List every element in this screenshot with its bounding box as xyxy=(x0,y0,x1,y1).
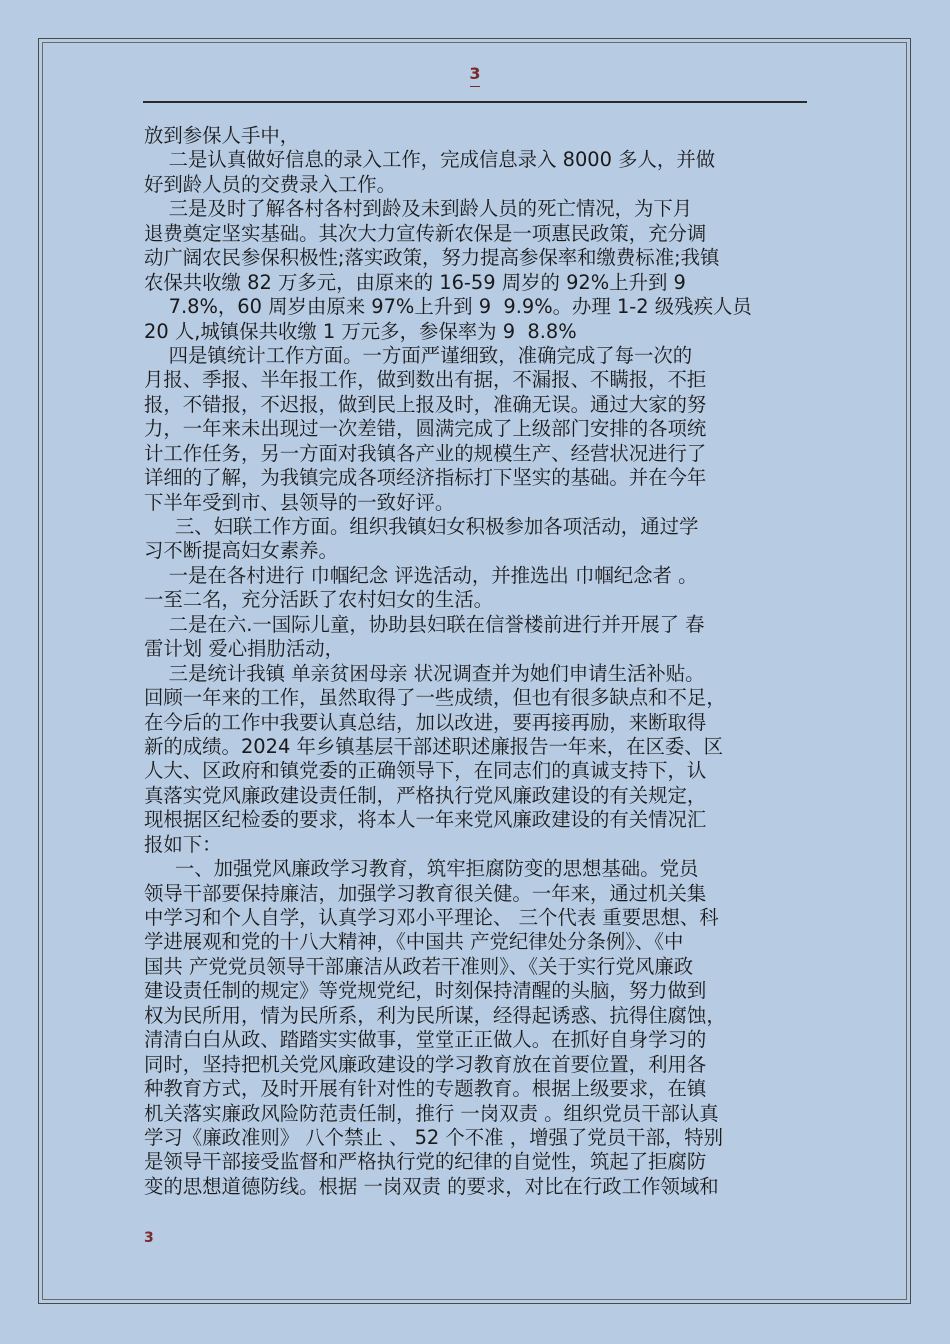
header-number-underline xyxy=(470,86,480,87)
body-line: 计工作任务，另一方面对我镇各产业的规模生产、经营状况进行了 xyxy=(144,441,707,465)
body-line: 一至二名，充分活跃了农村妇女的生活。 xyxy=(144,588,494,612)
body-line: 好到龄人员的交费录入工作。 xyxy=(144,172,397,196)
body-line: 在今后的工作中我要认真总结，加以改进，要再接再励，来断取得 xyxy=(144,710,707,734)
body-line: 是领导干部接受监督和严格执行党的纪律的自觉性，筑起了拒腐防 xyxy=(144,1150,707,1174)
body-line: 二是认真做好信息的录入工作，完成信息录入 8000 多人，并做 xyxy=(144,148,716,172)
body-line: 7.8%，60 周岁由原来 97%上升到 9 9.9%。办理 1-2 级残疾人员 xyxy=(144,295,752,319)
body-line: 力，一年来未出现过一次差错，圆满完成了上级部门安排的各项统 xyxy=(144,417,707,441)
body-line: 回顾一年来的工作，虽然取得了一些成绩，但也有很多缺点和不足， xyxy=(144,686,726,710)
body-line: 建设责任制的规定》等党规党纪，时刻保持清醒的头脑，努力做到 xyxy=(144,979,707,1003)
document-body xyxy=(144,124,808,1199)
body-line: 学习《廉政准则》 八个禁止 、 52 个不准 ，增强了党员干部，特别 xyxy=(144,1125,724,1149)
body-line: 详细的了解，为我镇完成各项经济指标打下坚实的基础。并在今年 xyxy=(144,466,707,490)
body-line: 领导干部要保持廉洁，加强学习教育很关健。一年来，通过机关集 xyxy=(144,881,707,905)
body-line: 国共 产党党员领导干部廉洁从政若干准则》、《关于实行党风廉政 xyxy=(144,954,694,978)
body-line: 报如下： xyxy=(144,832,222,856)
body-line: 一是在各村进行 巾帼纪念 评选活动，并推选出 巾帼纪念者 。 xyxy=(144,563,698,587)
body-line: 二是在六.一国际儿童，协助县妇联在信誉楼前进行并开展了 春 xyxy=(144,612,705,636)
body-line: 人大、区政府和镇党委的正确领导下，在同志们的真诚支持下，认 xyxy=(144,759,707,783)
body-line: 三、妇联工作方面。组织我镇妇女积极参加各项活动，通过学 xyxy=(144,515,699,538)
body-line: 权为民所用，情为民所系，利为民所谋，经得起诱惑、抗得住腐蚀， xyxy=(144,1003,726,1027)
body-line: 同时，坚持把机关党风廉政建设的学习教育放在首要位置，利用各 xyxy=(144,1052,707,1076)
body-line: 新的成绩。2024 年乡镇基层干部述职述廉报告一年来，在区委、区 xyxy=(144,734,724,758)
body-line: 退费奠定坚实基础。其次大力宣传新农保是一项惠民政策，充分调 xyxy=(144,221,707,245)
body-line: 20 人,城镇保共收缴 1 万元多，参保率为 9 8.8% xyxy=(144,319,577,343)
body-line: 三是及时了解各村各村到龄及未到龄人员的死亡情况，为下月 xyxy=(144,197,693,221)
body-line: 种教育方式，及时开展有针对性的专题教育。根据上级要求，在镇 xyxy=(144,1077,707,1101)
body-line: 雷计划 爱心捐肋活动， xyxy=(144,637,345,661)
body-line: 放到参保人手中， xyxy=(144,124,300,147)
body-line: 中学习和个人自学，认真学习邓小平理论、 三个代表 重要思想、科 xyxy=(144,906,719,929)
body-line: 下半年受到市、县领导的一致好评。 xyxy=(144,490,455,514)
body-line: 四是镇统计工作方面。一方面严谨细致，准确完成了每一次的 xyxy=(144,343,693,367)
body-line: 清清白白从政、踏踏实实做事，堂堂正正做人。在抓好自身学习的 xyxy=(144,1028,707,1052)
body-line: 动广阔农民参保积极性;落实政策，努力提高参保率和缴费标准;我镇 xyxy=(144,246,720,270)
body-line: 学进展观和党的十八大精神，《中国共 产党纪律处分条例》、《中 xyxy=(144,930,684,954)
body-line: 变的思想道德防线。根据 一岗双责 的要求，对比在行政工作领域和 xyxy=(144,1174,719,1198)
body-line: 现根据区纪检委的要求，将本人一年来党风廉政建设的有关情况汇 xyxy=(144,808,707,832)
header-rule xyxy=(143,101,807,103)
body-line: 月报、季报、半年报工作，做到数出有据，不漏报、不瞒报，不拒 xyxy=(144,368,707,392)
body-line: 真落实党风廉政建设责任制，严格执行党风廉政建设的有关规定， xyxy=(144,783,707,807)
body-line: 机关落实廉政风险防范责任制，推行 一岗双责 。组织党员干部认真 xyxy=(144,1101,719,1125)
body-line: 三是统计我镇 单亲贫困母亲 状况调查并为她们申请生活补贴。 xyxy=(144,661,705,685)
body-line: 一、加强党风廉政学习教育，筑牢拒腐防变的思想基础。党员 xyxy=(144,857,699,881)
body-line: 农保共收缴 82 万多元，由原来的 16-59 周岁的 92%上升到 9 xyxy=(144,270,686,294)
header-page-number: 3 xyxy=(469,64,481,83)
body-line: 报，不错报，不迟报，做到民上报及时，准确无误。通过大家的努 xyxy=(144,392,707,416)
body-line: 习不断提高妇女素养。 xyxy=(144,539,338,563)
footer-page-number: 3 xyxy=(144,1230,154,1246)
